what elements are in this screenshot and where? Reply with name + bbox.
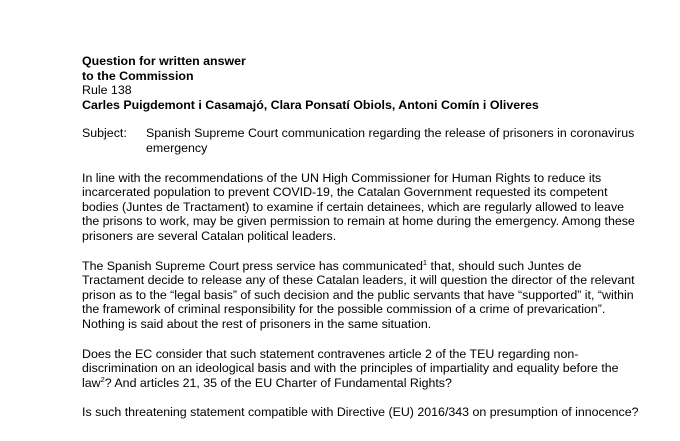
paragraph-2 (82, 259, 642, 332)
subject-block (82, 126, 642, 155)
paragraph-4: Is such threatening statement compatible with Directive (EU) 2016/343 on presumption of innocence? (82, 405, 639, 420)
paragraph-2-text-a: The Spanish Supreme Court press service has communicated (82, 258, 423, 273)
footnote-marker-2: 2 (100, 374, 105, 384)
rule-number: Rule 138 (82, 83, 132, 98)
paragraph-3 (82, 347, 642, 391)
subject-text: Spanish Supreme Court communication regarding the release of prisoners in coronavirus emergency (146, 126, 635, 155)
paragraph-2-text-b: that, should such Juntes de Tractament decide to release any of these Catalan leaders, it will question the director of the relevant prison as to the “legal basis” of such decision and the public servants that have “supported” it, “within the framework of criminal responsibility for the possible commission of a crime of prevarication”. Nothing is said about the rest of prisoners in the same situation. (82, 258, 635, 331)
paragraph-1: In line with the recommendations of the UN High Commissioner for Human Rights to reduce its incarcerated population to prevent COVID-19, the Catalan Government requested its competent bodies (Juntes de Tractament) to examine if certain detainees, which are regularly allowed to leave the prisons to work, may be given permission to remain at home during the emergency. Among these prisoners are several Catalan political leaders. (82, 170, 635, 243)
authors: Carles Puigdemont i Casamajó, Clara Ponsatí Obiols, Antoni Comín i Oliveres (82, 97, 539, 112)
header-title-line-2: to the Commission (82, 68, 194, 83)
paragraph-3-text-b: ? And articles 21, 35 of the EU Charter of Fundamental Rights? (104, 375, 452, 390)
paragraph-3-text-a: Does the EC consider that such statement contravenes article 2 of the TEU regarding non-discrimination on an ideological basis and with the principles of impartiality and equality before the law (82, 346, 619, 390)
header-title-line-1: Question for written answer (82, 54, 246, 68)
footnote-marker-1: 1 (422, 257, 428, 267)
question-header (82, 54, 642, 112)
subject-label: Subject: (82, 126, 127, 141)
document-page (82, 54, 642, 420)
